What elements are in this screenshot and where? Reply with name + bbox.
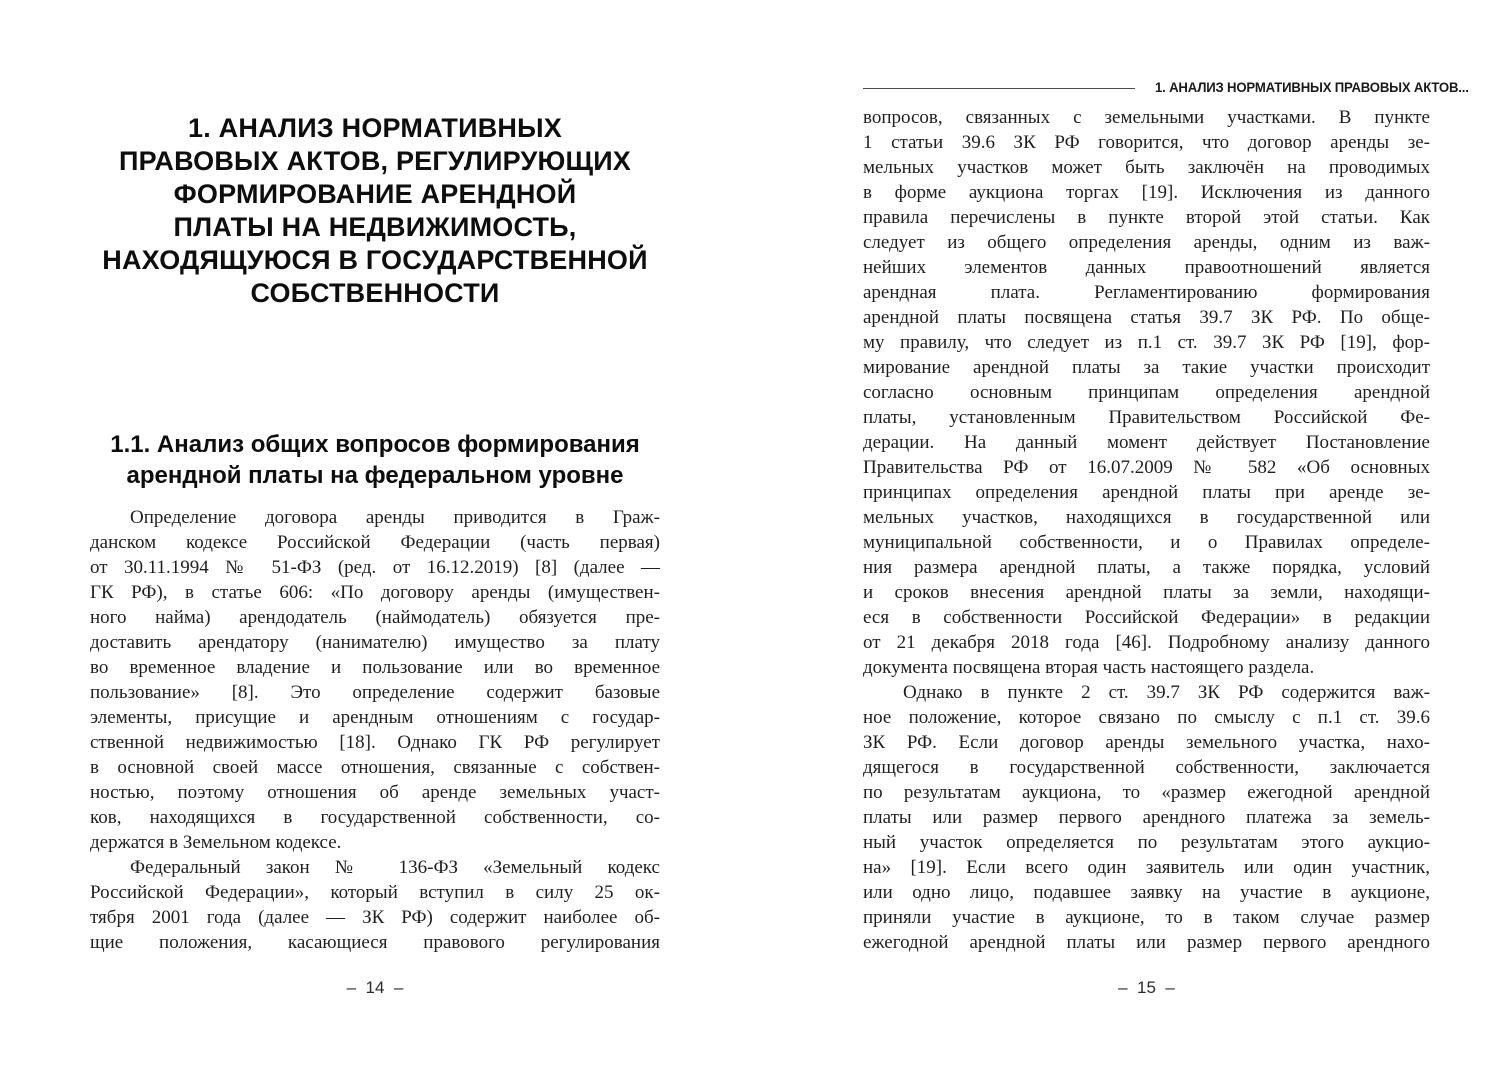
body-line: правила перечислены в пункте второй этой статьи. Как	[863, 207, 1430, 228]
running-header-text: 1. АНАЛИЗ НОРМАТИВНЫХ ПРАВОВЫХ АКТОВ...	[1155, 79, 1469, 95]
body-line: дерации. На данный момент действует Постановление	[863, 432, 1430, 453]
body-line: нейших элементов данных правоотношений является	[863, 257, 1430, 278]
body-line: мельных участков, находящихся в государственной или	[863, 507, 1430, 528]
text-line: ПРАВОВЫХ АКТОВ, РЕГУЛИРУЮЩИХ	[118, 146, 632, 176]
page-number-left: – 14 –	[346, 978, 404, 997]
paragraph	[90, 855, 660, 955]
text-line: ПЛАТЫ НА НЕДВИЖИМОСТЬ,	[173, 212, 577, 242]
body-line: и сроков внесения арендной платы за земли, находящи-	[863, 582, 1430, 603]
body-line: по результатам аукциона, то «размер ежегодной арендной	[863, 782, 1430, 803]
body-line: на» [19]. Если всего один заявитель или один участник,	[863, 857, 1430, 878]
body-line: платы или размер первого арендного платежа за земель-	[863, 807, 1430, 828]
paragraph	[863, 105, 1430, 680]
body-line: Однако в пункте 2 ст. 39.7 ЗК РФ содержится важ-	[903, 682, 1430, 703]
body-line: в форме аукциона торгах [19]. Исключения из данного	[863, 182, 1430, 203]
body-line: документа посвящена вторая часть настоящего раздела.	[863, 657, 1315, 678]
body-line: мельных участков может быть заключён на проводимых	[863, 157, 1430, 178]
body-line: му правилу, что следует из п.1 ст. 39.7 ЗК РФ [19], фор-	[863, 332, 1430, 353]
body-text-left	[90, 505, 660, 955]
paragraph	[863, 680, 1430, 955]
body-line: 1 статьи 39.6 ЗК РФ говорится, что договор аренды зе-	[863, 132, 1430, 153]
text-line: арендной платы на федеральном уровне	[126, 462, 624, 489]
body-line: вопросов, связанных с земельными участками. В пункте	[863, 107, 1430, 128]
page-number-right: – 15 –	[1118, 978, 1175, 997]
text-line: 1.1. Анализ общих вопросов формирования	[110, 431, 640, 458]
body-line: ГК РФ), в статье 606: «По договору аренды (имуществен-	[90, 582, 660, 603]
body-line: пользование» [8]. Это определение содержит базовые	[90, 682, 660, 703]
body-line: ный участок определяется по результатам этого аукцио-	[863, 832, 1430, 853]
paragraph	[90, 505, 660, 855]
chapter-title	[90, 112, 660, 310]
body-line: ЗК РФ. Если договор аренды земельного участка, нахо-	[863, 732, 1430, 753]
text-line: 1. АНАЛИЗ НОРМАТИВНЫХ	[188, 113, 562, 143]
body-line: щие положения, касающиеся правового регулирования	[90, 932, 660, 953]
text-line: СОБСТВЕННОСТИ	[250, 278, 500, 308]
body-text-right	[863, 105, 1430, 955]
body-line: дящегося в государственной собственности, заключается	[863, 757, 1430, 778]
header-rule	[863, 88, 1135, 89]
body-line: держатся в Земельном кодексе.	[90, 832, 342, 853]
text-line: ФОРМИРОВАНИЕ АРЕНДНОЙ	[173, 179, 577, 209]
body-line: во временное владение и пользование или во временное	[90, 657, 660, 678]
body-line: платы, установленным Правительством Российской Фе-	[863, 407, 1430, 428]
body-line: согласно основным принципам определения арендной	[863, 382, 1430, 403]
body-line: ния размера арендной платы, а также порядка, условий	[863, 557, 1430, 578]
body-line: элементы, присущие и арендным отношениям с государ-	[90, 707, 660, 728]
body-line: муниципальной собственности, и о Правилах определе-	[863, 532, 1430, 553]
body-line: от 21 декабря 2018 года [46]. Подробному анализу данного	[863, 632, 1430, 653]
body-line: Определение договора аренды приводится в Граж-	[130, 507, 660, 528]
body-line: от 30.11.1994 № 51-ФЗ (ред. от 16.12.2019) [8] (далее —	[90, 557, 660, 578]
body-line: арендной платы посвящена статья 39.7 ЗК РФ. По обще-	[863, 307, 1430, 328]
body-line: ков, находящихся в государственной собственности, со-	[90, 807, 660, 828]
body-line: или одно лицо, подавшее заявку на участие в аукционе,	[863, 882, 1430, 903]
body-line: приняли участие в аукционе, то в таком случае размер	[863, 907, 1430, 928]
text-line: НАХОДЯЩУЮСЯ В ГОСУДАРСТВЕННОЙ	[102, 245, 648, 275]
body-line: мирование арендной платы за такие участки происходит	[863, 357, 1430, 378]
body-line: Российской Федерации», который вступил в силу 25 ок-	[90, 882, 660, 903]
body-line: ежегодной арендной платы или размер первого арендного	[863, 932, 1430, 953]
body-line: ное положение, которое связано по смыслу с п.1 ст. 39.6	[863, 707, 1430, 728]
body-line: арендная плата. Регламентированию формирования	[863, 282, 1430, 303]
body-line: принципах определения арендной платы при аренде зе-	[863, 482, 1430, 503]
body-line: Правительства РФ от 16.07.2009 № 582 «Об основных	[863, 457, 1430, 478]
page-left	[90, 0, 660, 1080]
body-line: ственной недвижимостью [18]. Однако ГК РФ регулирует	[90, 732, 660, 753]
running-header	[863, 78, 1469, 96]
body-line: ного найма) арендодатель (наймодатель) обязуется пре-	[90, 607, 660, 628]
body-line: ностью, поэтому отношения об аренде земельных участ-	[90, 782, 660, 803]
page-right	[863, 0, 1469, 1080]
body-line: доставить арендатору (нанимателю) имущество за плату	[90, 632, 660, 653]
body-line: еся в собственности Российской Федерации» в редакции	[863, 607, 1430, 628]
body-line: в основной своей массе отношения, связанные с собствен-	[90, 757, 660, 778]
body-line: данском кодексе Российской Федерации (часть первая)	[90, 532, 660, 553]
body-line: следует из общего определения аренды, одним из важ-	[863, 232, 1430, 253]
section-heading	[90, 429, 660, 491]
body-line: тября 2001 года (далее — ЗК РФ) содержит наиболее об-	[90, 907, 660, 928]
body-line: Федеральный закон № 136-ФЗ «Земельный кодекс	[130, 857, 660, 878]
